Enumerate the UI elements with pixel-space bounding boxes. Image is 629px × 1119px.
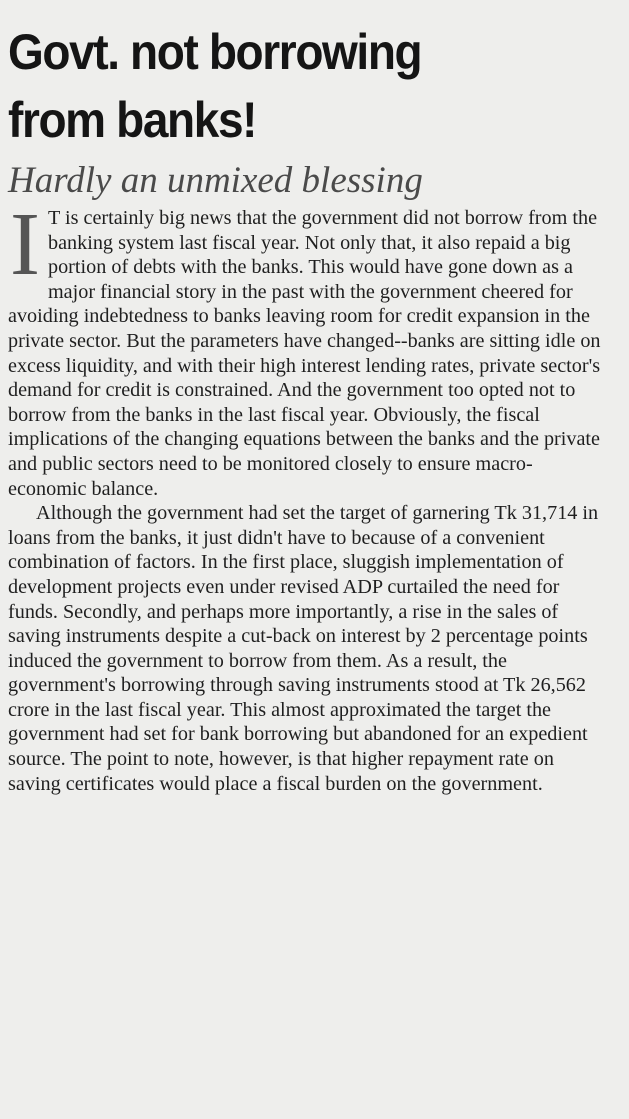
drop-cap: I <box>10 195 40 294</box>
paragraph-1-text: T is certainly big news that the government did not borrow from the banking system last fiscal year. Not only that, it also repaid a big portion of debts with the banks. This would have gone down as a major financial story in the past with the government cheered for avoiding indebtedness to banks leaving room for credit expansion in the private sector. But the parameters have changed--banks are sitting idle on excess liquidity, and with their high interest lending rates, private sector's demand for credit is constrained. And the government too opted not to borrow from the banks in the last fiscal year. Obviously, the fiscal implications of the changing equations between the banks and the private and public sectors need to be monitored closely to ensure macro-economic balance. <box>8 207 601 500</box>
subheadline: Hardly an unmixed blessing <box>8 160 423 201</box>
article-body <box>8 195 607 796</box>
headline-line-2: from banks! <box>8 92 257 148</box>
headline-line-1: Govt. not borrowing <box>8 24 422 80</box>
headline <box>8 18 559 154</box>
paragraph-2: Although the government had set the target of garnering Tk 31,714 in loans from the banks, it just didn't have to because of a convenient combination of factors. In the first place, sluggish implementation of development projects even under revised ADP curtailed the need for funds. Secondly, and perhaps more importantly, a rise in the sales of saving instruments despite a cut-back on interest by 2 percentage points induced the government to borrow from them. As a result, the government's borrowing through saving instruments stood at Tk 26,562 crore in the last fiscal year. This almost approximated the target the government had set for bank borrowing but abandoned for an expedient source. The point to note, however, is that higher repayment rate on saving certificates would place a fiscal burden on the government. <box>8 502 599 795</box>
paragraph-1 <box>8 195 607 501</box>
